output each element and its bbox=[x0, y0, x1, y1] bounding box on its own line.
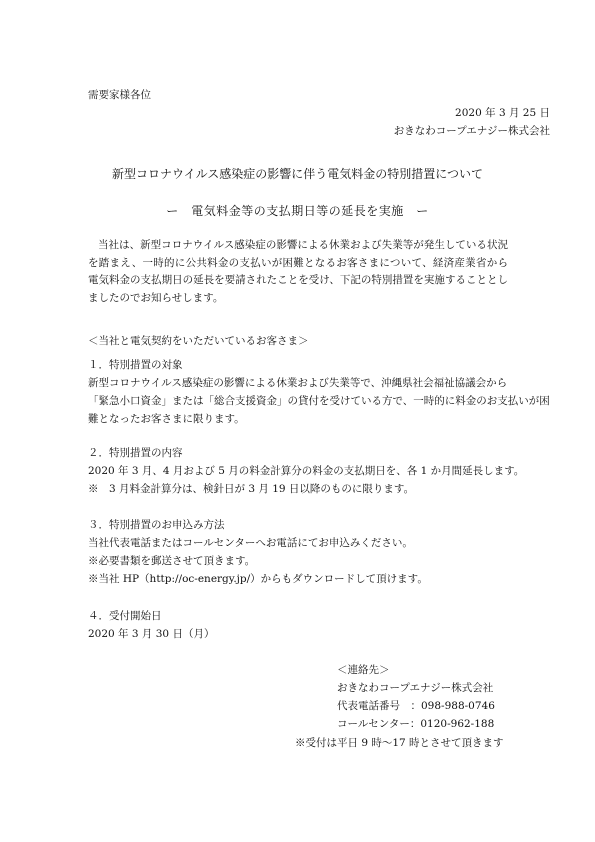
target-group-heading: ＜当社と電気契約をいただいているお客さま＞ bbox=[88, 335, 309, 347]
section-4-line-1: 2020 年 3 月 30 日（月） bbox=[88, 628, 215, 640]
document-subtitle: ー 電気料金等の支払期日等の延長を実施 ー bbox=[166, 204, 429, 218]
contact-rep-phone-row bbox=[337, 699, 495, 713]
contact-heading: ＜連絡先＞ bbox=[337, 664, 390, 676]
contact-hours-note: ※受付は平日 9 時～17 時とさせて頂きます bbox=[295, 737, 504, 749]
issue-date: 2020 年 3 月 25 日 bbox=[455, 107, 550, 119]
section-2-line-2: ※ 3 月料金計算分は、検針日が 3 月 19 日以降のものに限ります。 bbox=[88, 483, 415, 495]
section-3-line-2: ※必要書類を郵送させて頂きます。 bbox=[88, 555, 256, 567]
intro-paragraph: 当社は、新型コロナウイルス感染症の影響による休業および失業等が発生している状況を踏まえ、一時的に公共料金の支払いが困難となるお客さまについて、経済産業省から電気料金の支払期日の延長を要請されたことを受け、下記の特別措置を実施することとしましたのでお知らせします。 bbox=[88, 239, 508, 304]
section-1-line-1: 新型コロナウイルス感染症の影響による休業および失業等で、沖縄県社会福祉協議会から bbox=[88, 377, 508, 389]
section-1-heading: １．特別措置の対象 bbox=[88, 359, 183, 371]
contact-rep-phone-label: 代表電話番号 ： bbox=[337, 700, 421, 712]
issuer-company: おきなわコープエナジー株式会社 bbox=[393, 125, 550, 137]
section-1-line-3: 難となったお客さまに限ります。 bbox=[88, 413, 245, 425]
section-3-line-3: ※当社 HP（http://oc-energy.jp/）からもダウンロードして頂けます。 bbox=[88, 573, 428, 585]
document-title: 新型コロナウイルス感染症の影響に伴う電気料金の特別措置について bbox=[111, 167, 484, 181]
section-3-line-1: 当社代表電話またはコールセンターへお電話にてお申込みください。 bbox=[88, 537, 413, 549]
contact-call-center-label: コールセンター： bbox=[337, 718, 421, 730]
section-2-line-1: 2020 年 3 月、4 月および 5 月の料金計算分の料金の支払期日を、各 1 か月間延長します。 bbox=[88, 465, 525, 477]
section-4-heading: ４．受付開始日 bbox=[88, 610, 162, 622]
contact-call-center-row bbox=[337, 717, 494, 731]
section-2-heading: ２．特別措置の内容 bbox=[88, 447, 183, 459]
section-1-line-2: 「緊急小口資金」または「総合支援資金」の貸付を受けている方で、一時的に料金のお支払いが困 bbox=[88, 395, 550, 407]
section-3-heading: ３．特別措置のお申込み方法 bbox=[88, 519, 225, 531]
contact-company: おきなわコープエナジー株式会社 bbox=[337, 682, 494, 694]
contact-call-center-number: 0120-962-188 bbox=[420, 718, 495, 730]
addressee: 需要家様各位 bbox=[88, 89, 151, 101]
contact-rep-phone-number: 098-988-0746 bbox=[421, 700, 495, 712]
